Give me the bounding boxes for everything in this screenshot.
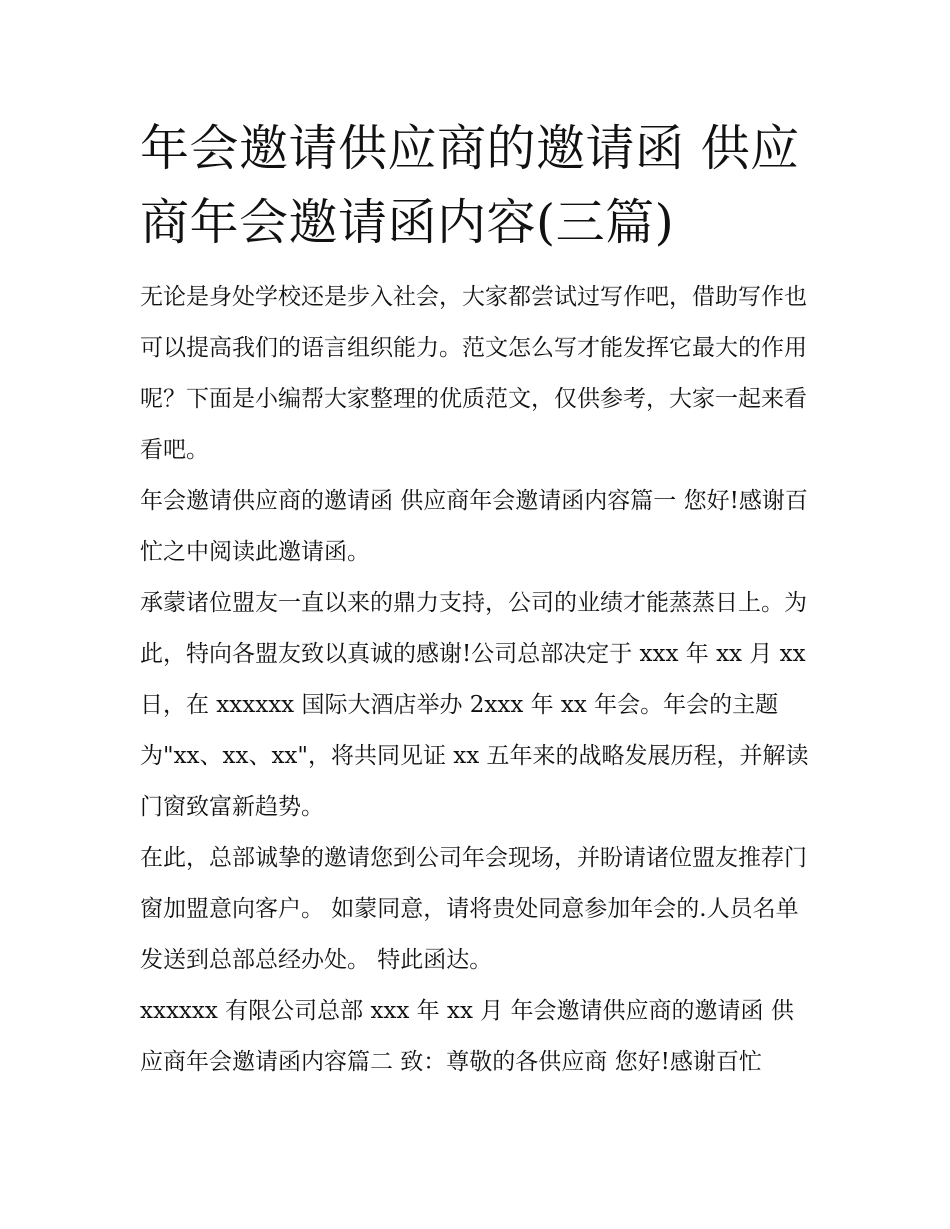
document-title: 年会邀请供应商的邀请函 供应商年会邀请函内容(三篇) — [140, 120, 800, 251]
invitation-request-paragraph: 在此，总部诚挚的邀请您到公司年会现场，并盼请诸位盟友推荐门窗加盟意向客户。 如蒙同意，请将贵处同意参加年会的.人员名单发送到总部总经办处。 特此函达。 — [140, 845, 807, 973]
intro-paragraph: 无论是身处学校还是步入社会，大家都尝试过写作吧，借助写作也可以提高我们的语言组织能力。范文怎么写才能发挥它最大的作用呢？下面是小编帮大家整理的优质范文，仅供参考，大家一起来看看吧。 — [140, 284, 807, 463]
section-one-greeting-paragraph: 年会邀请供应商的邀请函 供应商年会邀请函内容篇一 您好!感谢百忙之中阅读此邀请函。 — [140, 488, 808, 565]
thanks-and-event-paragraph: 承蒙诸位盟友一直以来的鼎力支持，公司的业绩才能蒸蒸日上。为此，特向各盟友致以真诚的感谢!公司总部决定于 xxx 年 xx 月 xx 日，在 xxxxxx 国际大酒店举办 2xxx 年 xx 年会。年会的主题为"xx、xx、xx"，将共同见证 xx 五年来的战略发展历程，并解读门窗致富新趋势。 — [140, 590, 809, 820]
document-page — [140, 112, 812, 1088]
signature-and-section-two-paragraph: xxxxxx 有限公司总部 xxx 年 xx 月 年会邀请供应商的邀请函 供应商年会邀请函内容篇二 致：尊敬的各供应商 您好!感谢百忙 — [140, 998, 794, 1075]
